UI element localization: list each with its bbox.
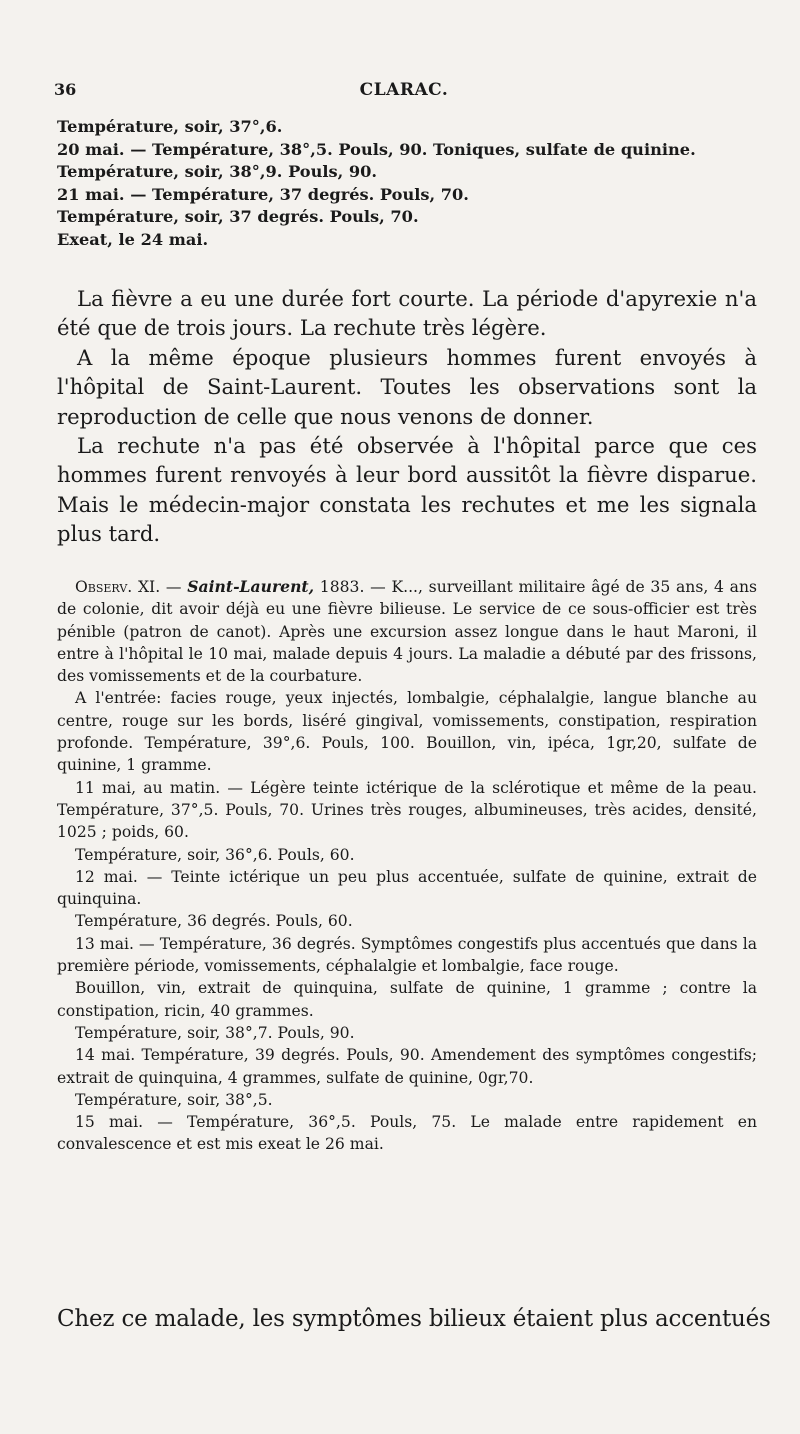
paragraph: Bouillon, vin, extrait de quinquina, sulfate de quinine, 1 gramme ; contre la constipation, ricin, 40 grammes. [57, 979, 757, 1020]
observation-dash: — [160, 578, 188, 596]
paragraph: Température, 36 degrés. Pouls, 60. [75, 912, 353, 931]
paragraph: A la même époque plusieurs hommes furent envoyés à l'hôpital de Saint-Laurent. Toutes les observations sont la reproduction de celle que nous venons de donner. [57, 344, 757, 429]
paragraph: La fièvre a eu une durée fort courte. La période d'apyrexie n'a été que de trois jours. La rechute très légère. [57, 286, 757, 341]
observation-intro-text: 1883. — K..., surveillant militaire âgé de 35 ans, 4 ans de colonie, dit avoir déjà eu une fièvre bilieuse. Le service de ce sous-officier est très pénible (patron de canot). Après une excursion assez longue dans le haut Maroni, il entre à l'hôpital le 10 mai, malade depuis 4 jours. La maladie a débuté par des frissons, des vomissements et de la courbature. [57, 578, 757, 686]
paragraph: 12 mai. — Teinte ictérique un peu plus accentuée, sulfate de quinine, extrait de quinquina. [57, 867, 757, 909]
observation-section [57, 576, 757, 1156]
body-text [57, 284, 757, 549]
paragraph: Température, soir, 36°,6. Pouls, 60. [75, 845, 355, 864]
paragraph: 14 mai. Température, 39 degrés. Pouls, 90. Amendement des symptômes congestifs; extrait de quinquina, 4 grammes, sulfate de quinine, 0gr,70. [57, 1046, 757, 1087]
running-head: CLARAC. [359, 80, 449, 100]
observation-label: Observ. XI. [75, 578, 161, 596]
page-number: 36 [54, 80, 77, 99]
paragraph: 15 mai. — Température, 36°,5. Pouls, 75. Le malade entre rapidement en convalescence et est mis exeat le 26 mai. [57, 1113, 757, 1154]
paragraph: Température, soir, 38°,7. Pouls, 90. [75, 1023, 355, 1042]
observation-intro [57, 576, 757, 687]
text-line: 20 mai. — Température, 38°,5. Pouls, 90. Toniques, sulfate de quinine. [57, 139, 696, 159]
paragraph: A l'entrée: facies rouge, yeux injectés, lombalgie, céphalalgie, langue blanche au centre, rouge sur les bords, liséré gingival, vomissements, constipation, respiration profonde. Température, 39°,6. Pouls, 100. Bouillon, vin, ipéca, 1gr,20, sulfate de quinine, 1 gramme. [57, 689, 757, 775]
opening-lines [57, 116, 757, 252]
paragraph: La rechute n'a pas été observée à l'hôpital parce que ces hommes furent renvoyés à leur bord aussitôt la fièvre disparue. Mais le médecin-major constata les rechutes et me les signala plus tard. [57, 433, 757, 547]
paragraph: Température, soir, 38°,5. [75, 1090, 273, 1109]
paragraph: 11 mai, au matin. — Légère teinte ictérique de la sclérotique et même de la peau. Température, 37°,5. Pouls, 70. Urines très rouges, albumineuses, très acides, densité, 1025 ; poids, 60. [57, 778, 757, 842]
text-line: Température, soir, 38°,9. Pouls, 90. [57, 162, 378, 182]
text-line: Exeat, le 24 mai. [57, 229, 209, 249]
text-line: Température, soir, 37 degrés. Pouls, 70. [57, 207, 419, 227]
observation-place: Saint-Laurent, [187, 577, 315, 596]
text-line: 21 mai. — Température, 37 degrés. Pouls, 70. [57, 184, 469, 204]
text-line: Température, soir, 37°,6. [57, 117, 283, 136]
paragraph: 13 mai. — Température, 36 degrés. Symptômes congestifs plus accentués que dans la première période, vomissements, céphalalgie et lombalgie, face rouge. [57, 934, 757, 976]
closing-line: Chez ce malade, les symptômes bilieux étaient plus accentués [57, 1306, 771, 1332]
page-header [54, 80, 754, 104]
